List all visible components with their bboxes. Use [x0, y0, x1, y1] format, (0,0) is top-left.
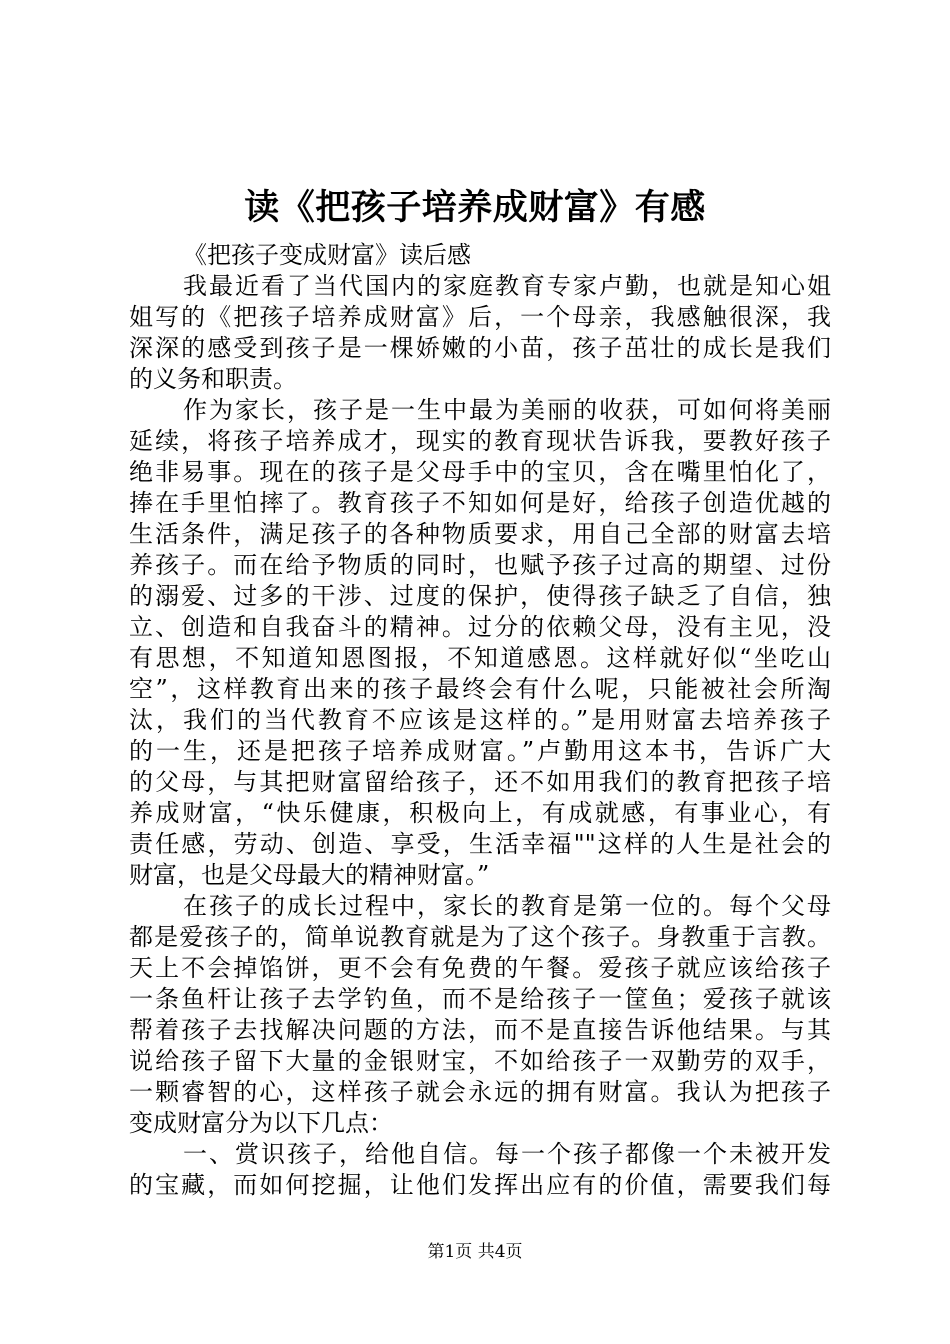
text-line: 的义务和职责。	[129, 365, 297, 393]
text-line: 都是爱孩子的，简单说教育就是为了这个孩子。身教重于言教。	[129, 923, 831, 951]
text-line: 说给孩子留下大量的金银财宝，不如给孩子一双勤劳的双手，	[129, 1047, 831, 1075]
text-line: 在孩子的成长过程中，家长的教育是第一位的。每个父母	[183, 892, 831, 920]
document-title: 读《把孩子培养成财富》有感	[244, 187, 706, 228]
text-line: 汰，我们的当代教育不应该是这样的。”是用财富去培养孩子	[129, 706, 831, 734]
text-line: 作为家长，孩子是一生中最为美丽的收获，可如何将美丽	[183, 396, 831, 424]
text-line: 绝非易事。现在的孩子是父母手中的宝贝，含在嘴里怕化了，	[129, 458, 831, 486]
text-line: 生活条件，满足孩子的各种物质要求，用自己全部的财富去培	[129, 520, 831, 548]
text-line: 我最近看了当代国内的家庭教育专家卢勤，也就是知心姐	[183, 272, 831, 300]
text-line: 延续，将孩子培养成才，现实的教育现状告诉我，要教好孩子	[129, 427, 831, 455]
text-line: 一条鱼杆让孩子去学钓鱼，而不是给孩子一筐鱼；爱孩子就该	[129, 985, 831, 1013]
text-line: 立、创造和自我奋斗的精神。过分的依赖父母，没有主见，没	[129, 613, 831, 641]
text-line: 的一生，还是把孩子培养成财富。”卢勤用这本书，告诉广大	[129, 737, 831, 765]
text-line: 天上不会掉馅饼，更不会有免费的午餐。爱孩子就应该给孩子	[129, 954, 831, 982]
text-line: 帮着孩子去找解决问题的方法，而不是直接告诉他结果。与其	[129, 1016, 831, 1044]
text-line: 的宝藏，而如何挖掘，让他们发挥出应有的价值，需要我们每	[129, 1171, 831, 1199]
text-line: 养成财富，“快乐健康，积极向上，有成就感，有事业心，有	[129, 799, 831, 827]
text-line: 姐写的《把孩子培养成财富》后，一个母亲，我感触很深，我	[129, 303, 831, 331]
text-line: 责任感，劳动、创造、享受，生活幸福""这样的人生是社会的	[129, 830, 831, 858]
text-line: 《把孩子变成财富》读后感	[183, 241, 471, 269]
text-line: 财富，也是父母最大的精神财富。”	[129, 861, 490, 889]
text-line: 一颗睿智的心，这样孩子就会永远的拥有财富。我认为把孩子	[129, 1078, 831, 1106]
text-line: 捧在手里怕摔了。教育孩子不知如何是好，给孩子创造优越的	[129, 489, 831, 517]
text-line: 的溺爱、过多的干涉、过度的保护，使得孩子缺乏了自信，独	[129, 582, 831, 610]
text-line: 变成财富分为以下几点：	[129, 1109, 393, 1137]
document-body	[129, 240, 831, 1201]
text-line: 有思想，不知道知恩图报，不知道感恩。这样就好似“坐吃山	[129, 644, 831, 672]
text-line: 空”，这样教育出来的孩子最终会有什么呢，只能被社会所淘	[129, 675, 831, 703]
text-line: 的父母，与其把财富留给孩子，还不如用我们的教育把孩子培	[129, 768, 831, 796]
text-line: 一、赏识孩子，给他自信。每一个孩子都像一个未被开发	[183, 1140, 831, 1168]
page-footer: 第1页 共4页	[427, 1242, 523, 1262]
text-line: 养孩子。而在给予物质的同时，也赋予孩子过高的期望、过份	[129, 551, 831, 579]
text-line: 深深的感受到孩子是一棵娇嫩的小苗，孩子茁壮的成长是我们	[129, 334, 831, 362]
